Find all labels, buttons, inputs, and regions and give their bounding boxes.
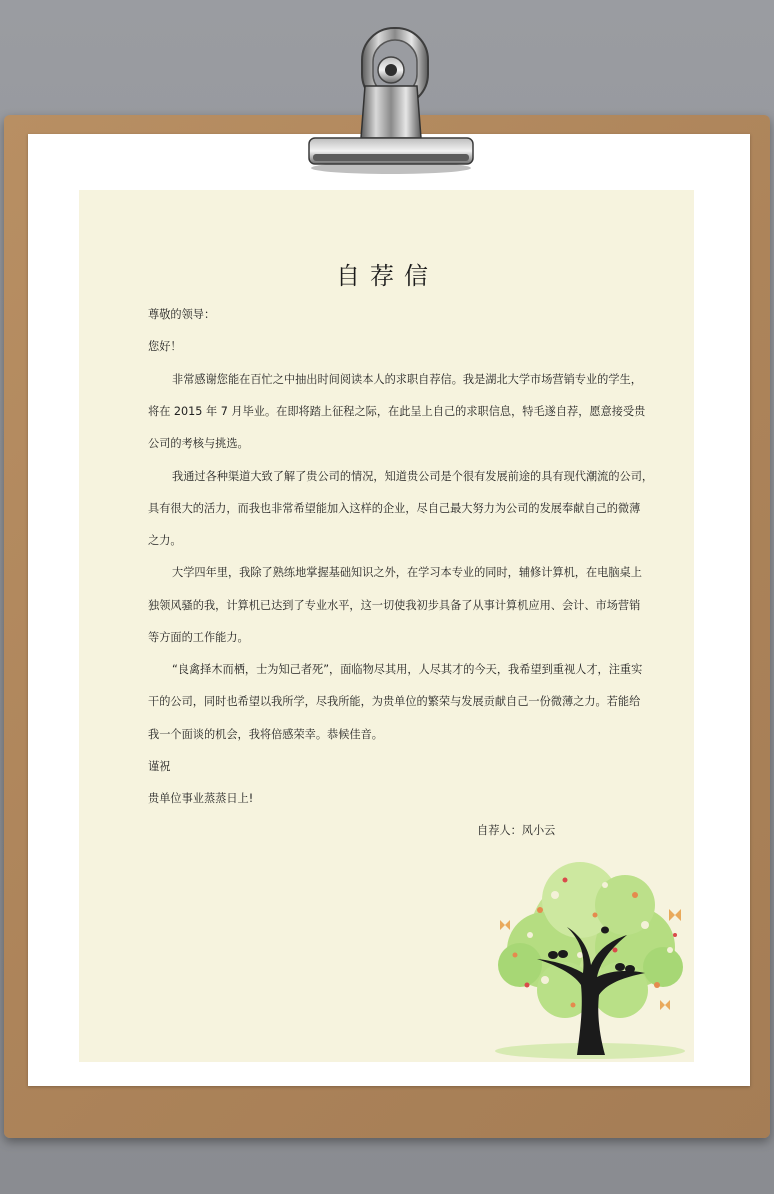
body-line: “良禽择木而栖，士为知己者死”，面临物尽其用，人尽其才的今天，我希望到重视人才，注重实	[172, 663, 643, 676]
binder-clip-icon	[307, 26, 475, 176]
salutation: 尊敬的领导：	[148, 308, 216, 321]
body-line: 独领风骚的我，计算机已达到了专业水平，这一切使我初步具备了从事计算机应用、会计、市场营销	[148, 599, 641, 612]
body-line: 公司的考核与挑选。	[148, 437, 249, 450]
tree-illustration-icon	[485, 855, 695, 1060]
body-line: 我一个面谈的机会，我将倍感荣幸。恭候佳音。	[148, 728, 383, 741]
closing: 谨祝	[148, 760, 171, 773]
body-line: 大学四年里，我除了熟练地掌握基础知识之外，在学习本专业的同时，辅修计算机，在电脑桌上	[172, 566, 642, 579]
letter-title: 自荐信	[336, 262, 438, 290]
body-line: 之力。	[148, 534, 182, 547]
body-line: 将在 2015 年 7 月毕业。在即将踏上征程之际，在此呈上自己的求职信息，特毛遂自荐，愿意接受贵	[148, 405, 646, 418]
closing-wish: 贵单位事业蒸蒸日上!	[148, 792, 254, 805]
body-line: 我通过各种渠道大致了解了贵公司的情况，知道贵公司是个很有发展前途的具有现代潮流的公司，	[172, 470, 654, 483]
greeting: 您好！	[148, 340, 182, 353]
body-line: 非常感谢您能在百忙之中抽出时间阅读本人的求职自荐信。我是湖北大学市场营销专业的学生，	[172, 373, 642, 386]
body-line: 等方面的工作能力。	[148, 631, 249, 644]
body-line: 具有很大的活力，而我也非常希望能加入这样的企业，尽自己最大努力为公司的发展奉献自己的微薄	[148, 502, 641, 515]
signature: 自荐人：风小云	[477, 824, 556, 837]
body-line: 干的公司，同时也希望以我所学，尽我所能，为贵单位的繁荣与发展贡献自己一份微薄之力。若能给	[148, 695, 641, 708]
